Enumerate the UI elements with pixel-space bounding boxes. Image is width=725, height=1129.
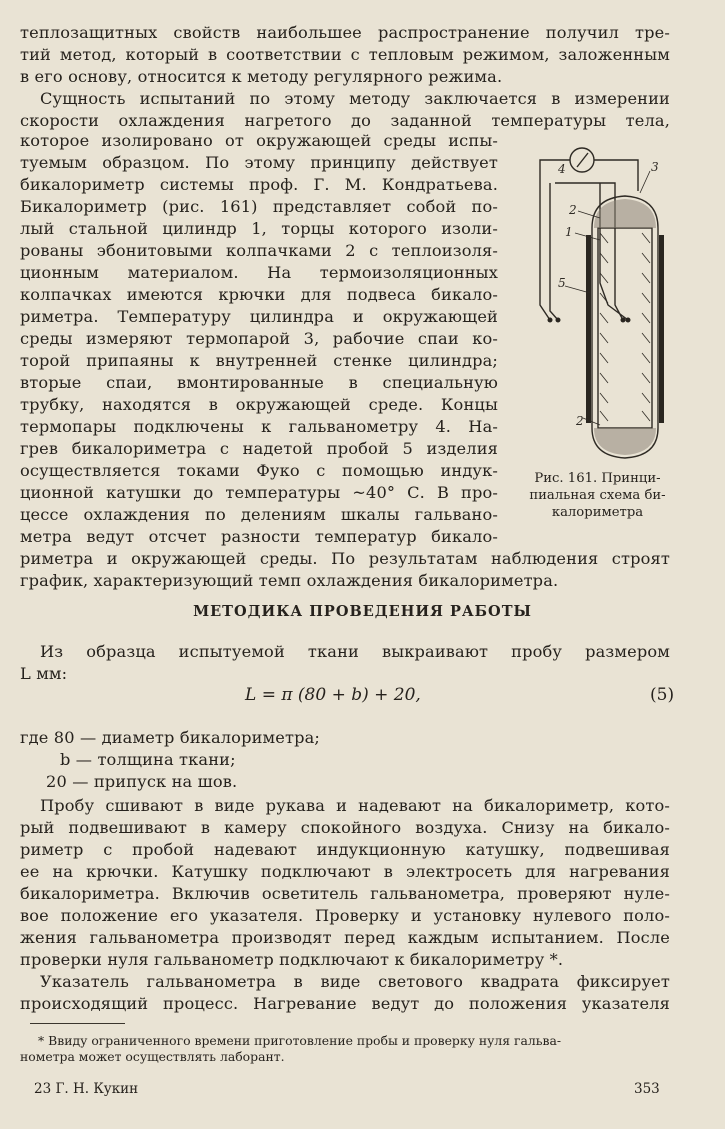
text-line: Бикалориметр (рис. 161) представляет собой по- xyxy=(20,197,498,216)
text-line: туемым образцом. По этому принципу действует xyxy=(20,153,498,172)
text-line: скорости охлаждения нагретого до заданной температуры тела, xyxy=(20,111,670,130)
label-galvanometer: 4 xyxy=(558,162,566,176)
signature-mark: 23 Г. Н. Кукин xyxy=(34,1081,139,1097)
text-line: грев бикалориметра с надетой пробой 5 изделия xyxy=(20,439,498,458)
where-line: b — толщина ткани; xyxy=(60,750,236,769)
text-line: риметр с пробой надевают индукционную катушку, подвешивая xyxy=(20,840,670,859)
induction-coil-left xyxy=(586,235,591,423)
bicalorimeter-diagram xyxy=(520,143,705,468)
text-line: метра ведут отсчет разности температур бикало- xyxy=(20,527,498,546)
label-cap-top: 2 xyxy=(569,203,577,217)
text-line: тий метод, который в соответствии с тепловым режимом, заложенным xyxy=(20,45,670,64)
text-line: в его основу, относится к методу регулярного режима. xyxy=(20,67,503,86)
footnote-line: * Ввиду ограниченного времени приготовление пробы и проверку нуля гальва- xyxy=(38,1033,562,1048)
label-thermocouple: 3 xyxy=(651,160,659,174)
label-sample: 5 xyxy=(558,276,566,290)
text-line: лый стальной цилиндр 1, торцы которого изоли- xyxy=(20,219,498,238)
figure-caption-line: пиальная схема би- xyxy=(529,488,666,503)
text-line: график, характеризующий темп охлаждения бикалориметра. xyxy=(20,571,559,590)
section-heading: МЕТОДИКА ПРОВЕДЕНИЯ РАБОТЫ xyxy=(193,603,532,620)
figure-caption-line: Рис. 161. Принци- xyxy=(534,471,661,486)
where-line: 20 — припуск на шов. xyxy=(46,772,238,791)
text-line: которое изолировано от окружающей среды испы- xyxy=(20,131,498,150)
induction-coil-right xyxy=(659,235,664,423)
footnote-rule xyxy=(30,1023,125,1024)
text-line: рованы эбонитовыми колпачками 2 с теплоизоля- xyxy=(20,241,498,260)
text-line: жения гальванометра производят перед каждым испытанием. После xyxy=(20,928,670,947)
text-line: L мм: xyxy=(20,664,68,683)
text-line: происходящий процесс. Нагревание ведут до положения указателя xyxy=(20,994,670,1013)
text-line: Указатель гальванометра в виде светового квадрата фиксирует xyxy=(40,972,670,991)
footnote-line: нометра может осуществлять лаборант. xyxy=(20,1049,285,1064)
text-line: осуществляется токами Фуко с помощью индук- xyxy=(20,461,498,480)
text-line: Пробу сшивают в виде рукава и надевают на бикалориметр, кото- xyxy=(40,796,670,815)
page-number: 353 xyxy=(634,1081,660,1097)
text-line: торой припаяны к внутренней стенке цилиндра; xyxy=(20,351,498,370)
text-line: ее на крючки. Катушку подключают в электросеть для нагревания xyxy=(20,862,670,881)
where-line: где 80 — диаметр бикалориметра; xyxy=(20,728,321,747)
text-line: риметра и окружающей среды. По результатам наблюдения строят xyxy=(20,549,670,568)
text-line: Сущность испытаний по этому методу заключается в измерении xyxy=(40,89,670,108)
formula: L = π (80 + b) + 20, xyxy=(245,685,421,705)
text-line: ционным материалом. На термоизоляционных xyxy=(20,263,498,282)
label-cap-bottom: 2 xyxy=(576,414,584,428)
label-cylinder: 1 xyxy=(565,225,573,239)
text-line: цессе охлаждения по делениям шкалы гальвано- xyxy=(20,505,498,524)
text-line: вторые спаи, вмонтированные в специальную xyxy=(20,373,498,392)
figure-caption-line: калориметра xyxy=(551,505,644,520)
text-line: риметра. Температуру цилиндра и окружающей xyxy=(20,307,498,326)
text-line: ционной катушки до температуры ~40° С. В про- xyxy=(20,483,498,502)
text-line: колпачках имеются крючки для подвеса бикало- xyxy=(20,285,498,304)
text-line: бикалориметра. Включив осветитель гальванометра, проверяют нуле- xyxy=(20,884,670,903)
text-line: трубку, находятся в окружающей среде. Концы xyxy=(20,395,498,414)
text-line: Из образца испытуемой ткани выкраивают пробу размером xyxy=(40,642,670,661)
text-line: вое положение его указателя. Проверку и установку нулевого поло- xyxy=(20,906,670,925)
text-line: проверки нуля гальванометр подключают к бикалориметру *. xyxy=(20,950,564,969)
text-line: термопары подключены к гальванометру 4. На- xyxy=(20,417,498,436)
text-line: бикалориметр системы проф. Г. М. Кондратьева. xyxy=(20,175,498,194)
text-line: рый подвешивают в камеру спокойного воздуха. Снизу на бикало- xyxy=(20,818,670,837)
formula-number: (5) xyxy=(650,685,675,705)
text-line: теплозащитных свойств наибольшее распространение получил тре- xyxy=(20,23,670,42)
text-line: среды измеряют термопарой 3, рабочие спаи ко- xyxy=(20,329,498,348)
